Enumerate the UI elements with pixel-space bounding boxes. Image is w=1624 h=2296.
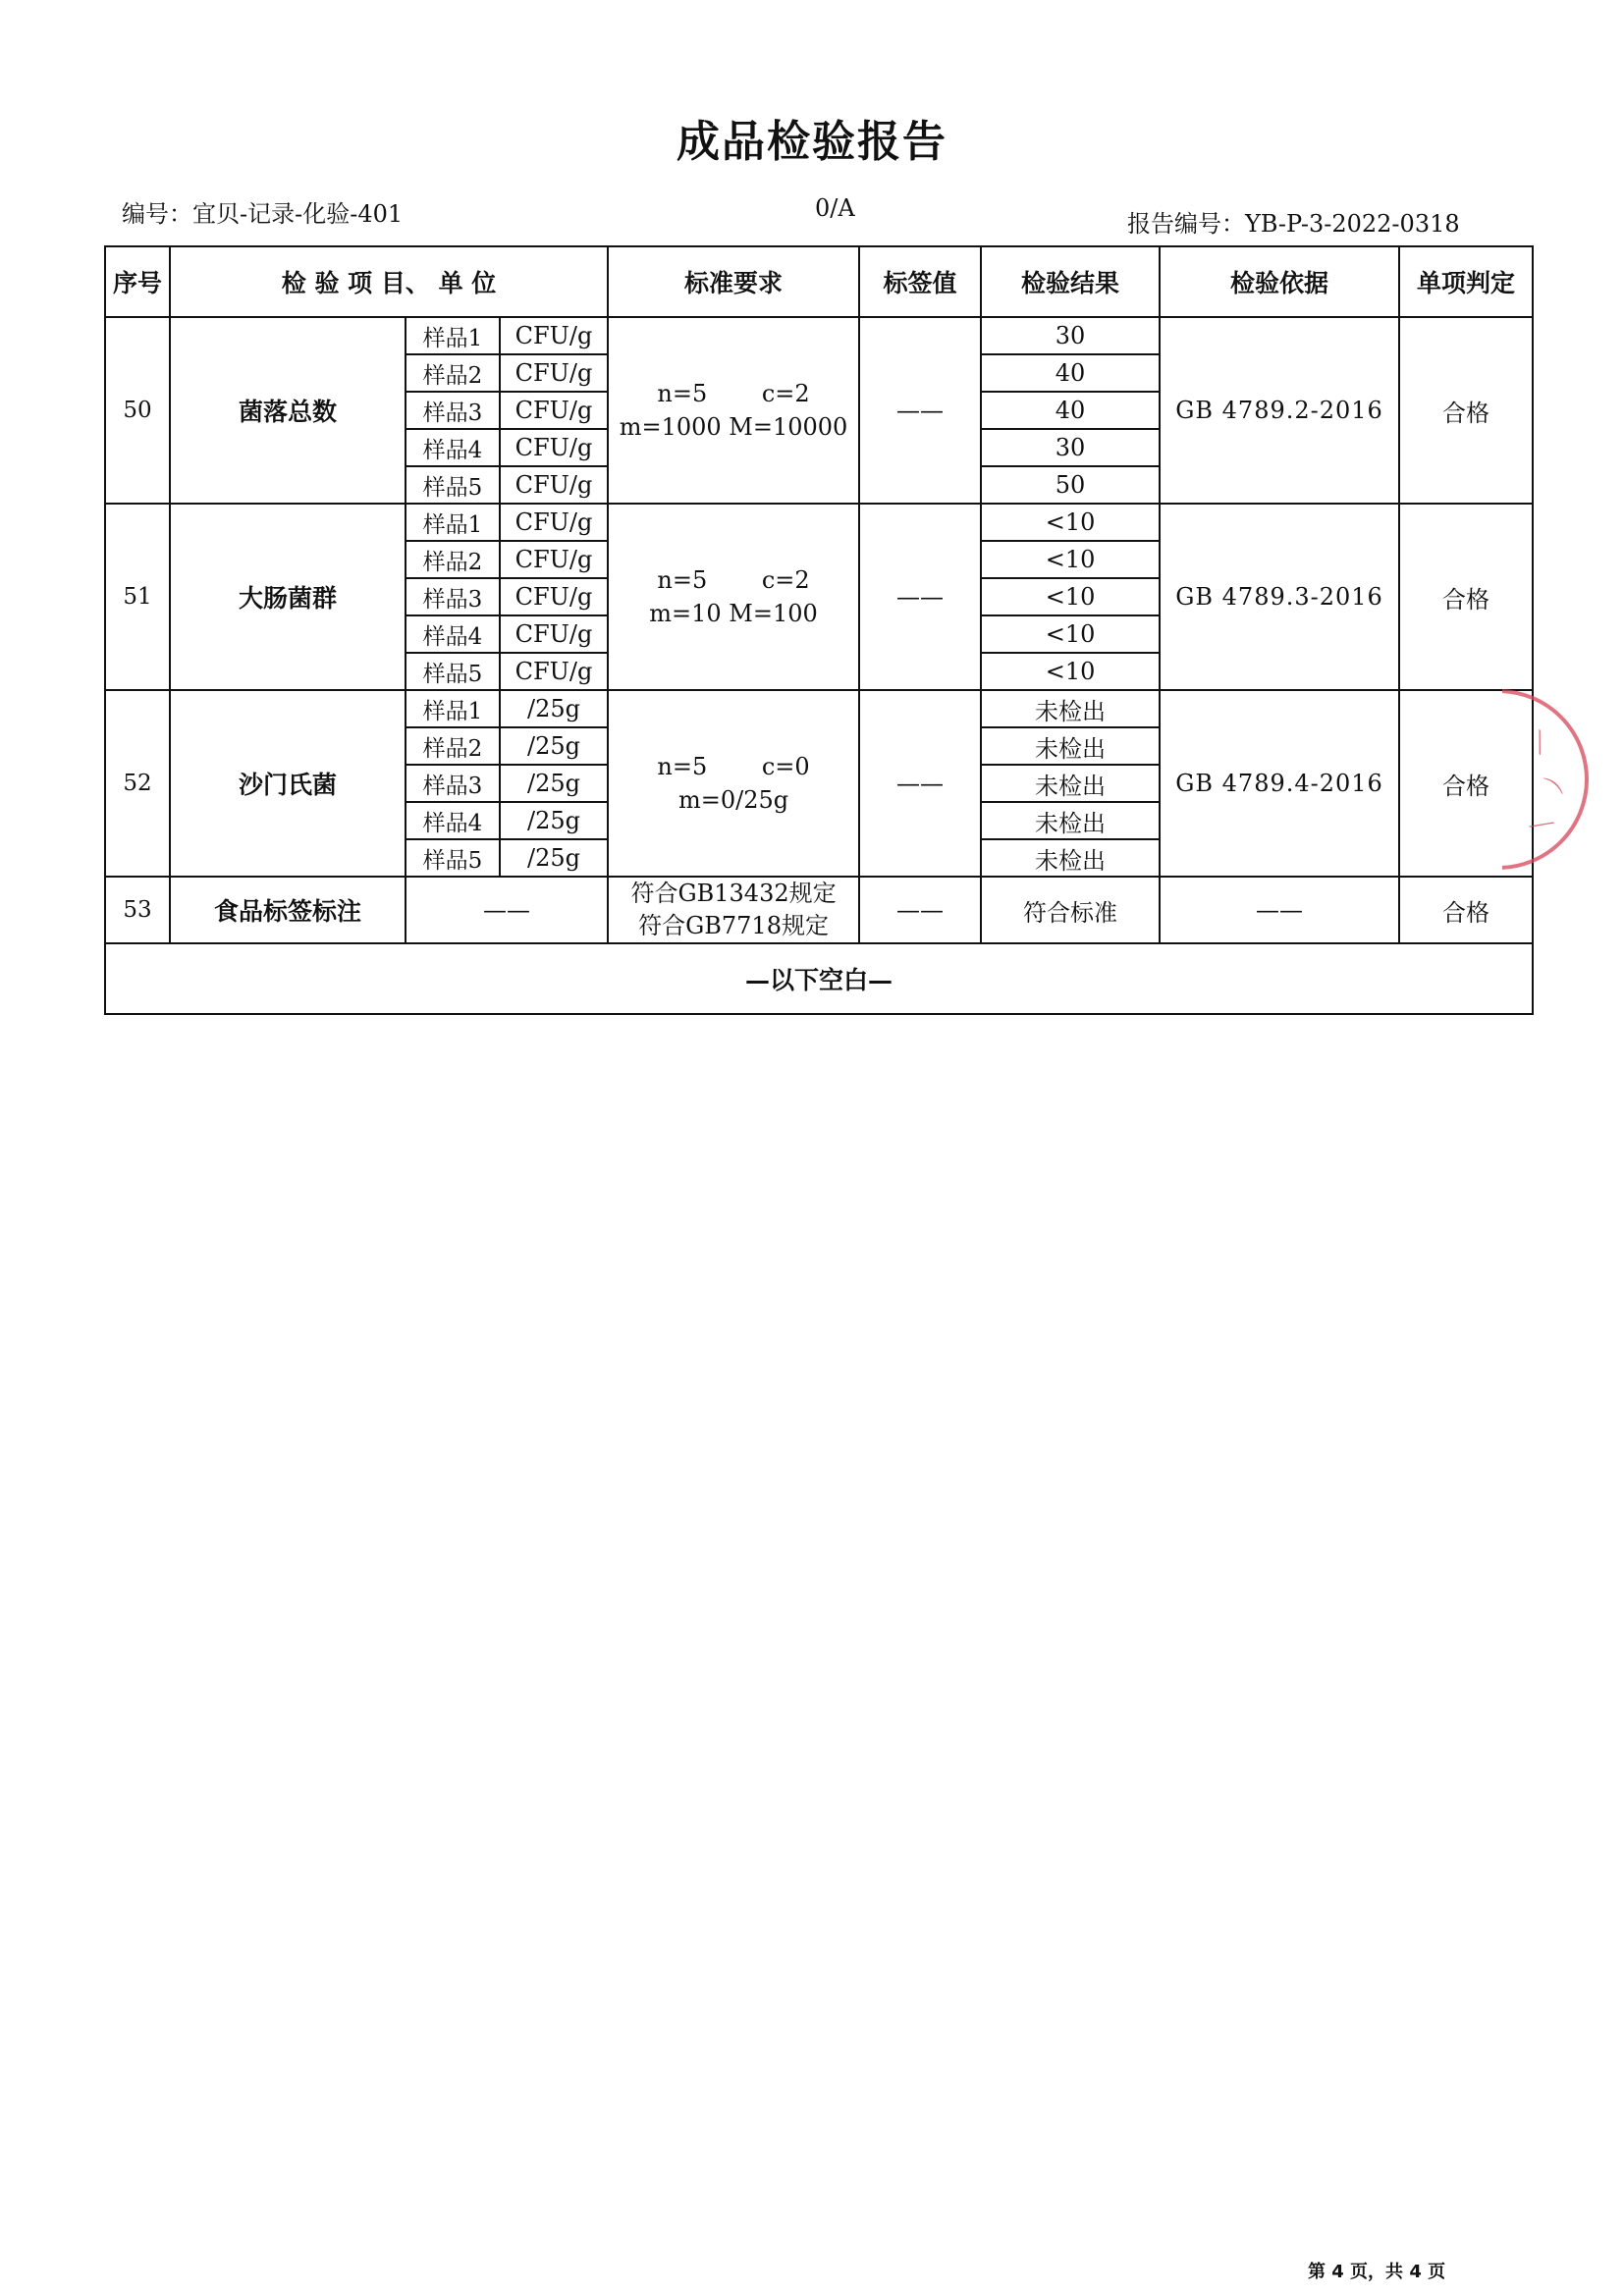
- sample-label: 样品3: [406, 392, 500, 429]
- unit-cell: CFU/g: [500, 354, 608, 392]
- seal-glyph: ⟋: [1524, 808, 1558, 843]
- unit-cell: ——: [406, 877, 608, 943]
- result-cell: 未检出: [981, 839, 1160, 877]
- header-row: [105, 246, 1533, 317]
- verdict-cell: 合格: [1399, 877, 1533, 943]
- header-label-value: 标签值: [859, 246, 981, 317]
- item-name: 大肠菌群: [170, 504, 406, 690]
- sample-label: 样品2: [406, 541, 500, 578]
- sample-label: 样品4: [406, 429, 500, 466]
- unit-cell: /25g: [500, 765, 608, 802]
- header-item: 检 验 项 目、 单 位: [170, 246, 608, 317]
- unit-cell: /25g: [500, 690, 608, 727]
- unit-cell: CFU/g: [500, 615, 608, 653]
- sample-label: 样品1: [406, 504, 500, 541]
- sample-label: 样品1: [406, 317, 500, 354]
- item-name: 食品标签标注: [170, 877, 406, 943]
- report-title: 成品检验报告: [677, 117, 947, 167]
- result-cell: 30: [981, 317, 1160, 354]
- sample-label: 样品4: [406, 615, 500, 653]
- sample-label: 样品3: [406, 765, 500, 802]
- result-cell: <10: [981, 578, 1160, 615]
- seq-cell: 53: [105, 877, 170, 943]
- sample-label: 样品2: [406, 727, 500, 765]
- sample-label: 样品5: [406, 653, 500, 690]
- item-name: 菌落总数: [170, 317, 406, 504]
- result-cell: 未检出: [981, 690, 1160, 727]
- seal-glyph: ⌒: [1527, 774, 1567, 814]
- sample-label: 样品3: [406, 578, 500, 615]
- verdict-cell: 合格: [1399, 690, 1533, 877]
- unit-cell: /25g: [500, 839, 608, 877]
- table-row: [105, 690, 1533, 727]
- unit-cell: CFU/g: [500, 541, 608, 578]
- sample-label: 样品1: [406, 690, 500, 727]
- standard-line: 符合GB7718规定: [638, 912, 829, 939]
- unit-cell: CFU/g: [500, 466, 608, 504]
- label-value-cell: ——: [859, 317, 981, 504]
- unit-cell: CFU/g: [500, 653, 608, 690]
- sample-label: 样品2: [406, 354, 500, 392]
- unit-cell: CFU/g: [500, 429, 608, 466]
- header-basis: 检验依据: [1160, 246, 1399, 317]
- sample-label: 样品5: [406, 466, 500, 504]
- seal-glyph: ⟍: [1522, 725, 1556, 761]
- unit-cell: /25g: [500, 802, 608, 839]
- result-cell: 未检出: [981, 802, 1160, 839]
- page-footer: 第 4 页，共 4 页: [1308, 2262, 1446, 2282]
- test-basis: GB 4789.2-2016: [1160, 317, 1399, 504]
- result-cell: 符合标准: [981, 877, 1160, 943]
- unit-cell: CFU/g: [500, 392, 608, 429]
- unit-cell: CFU/g: [500, 578, 608, 615]
- header-verdict: 单项判定: [1399, 246, 1533, 317]
- blank-note: —以下空白—: [105, 943, 1533, 1014]
- result-cell: <10: [981, 504, 1160, 541]
- test-basis: GB 4789.4-2016: [1160, 690, 1399, 877]
- standard-line: n=5 c=2: [657, 566, 810, 594]
- label-value-cell: ——: [859, 877, 981, 943]
- test-basis: ——: [1160, 877, 1399, 943]
- seq-cell: 51: [105, 504, 170, 690]
- label-value-cell: ——: [859, 504, 981, 690]
- test-basis: GB 4789.3-2016: [1160, 504, 1399, 690]
- table-row: [105, 877, 1533, 943]
- seal-stamp: [1502, 689, 1597, 872]
- inspection-table: [104, 245, 1534, 1015]
- result-cell: 未检出: [981, 727, 1160, 765]
- result-cell: 50: [981, 466, 1160, 504]
- standard-line: m=1000 M=10000: [619, 413, 848, 441]
- result-cell: 40: [981, 354, 1160, 392]
- document-number: 编号：宜贝-记录-化验-401: [122, 200, 404, 228]
- standard-requirement: [608, 690, 859, 877]
- table-row: [105, 317, 1533, 354]
- result-cell: <10: [981, 541, 1160, 578]
- header-result: 检验结果: [981, 246, 1160, 317]
- sample-label: 样品5: [406, 839, 500, 877]
- header-seq: 序号: [105, 246, 170, 317]
- seq-cell: 50: [105, 317, 170, 504]
- standard-line: m=10 M=100: [649, 600, 818, 627]
- result-cell: 未检出: [981, 765, 1160, 802]
- standard-line: n=5 c=2: [657, 380, 810, 407]
- unit-cell: /25g: [500, 727, 608, 765]
- report-number: 报告编号：YB-P-3-2022-0318: [1127, 210, 1460, 238]
- standard-line: n=5 c=0: [657, 753, 810, 780]
- seq-cell: 52: [105, 690, 170, 877]
- unit-cell: CFU/g: [500, 317, 608, 354]
- unit-cell: CFU/g: [500, 504, 608, 541]
- result-cell: 30: [981, 429, 1160, 466]
- header-standard: 标准要求: [608, 246, 859, 317]
- label-value-cell: ——: [859, 690, 981, 877]
- version-code: 0/A: [815, 194, 855, 222]
- standard-requirement: [608, 504, 859, 690]
- table-row: [105, 504, 1533, 541]
- result-cell: <10: [981, 653, 1160, 690]
- item-name: 沙门氏菌: [170, 690, 406, 877]
- verdict-cell: 合格: [1399, 504, 1533, 690]
- standard-line: 符合GB13432规定: [630, 880, 837, 907]
- standard-requirement: [608, 317, 859, 504]
- standard-line: m=0/25g: [677, 786, 789, 814]
- verdict-cell: 合格: [1399, 317, 1533, 504]
- result-cell: <10: [981, 615, 1160, 653]
- sample-label: 样品4: [406, 802, 500, 839]
- result-cell: 40: [981, 392, 1160, 429]
- blank-row: [105, 943, 1533, 1014]
- standard-requirement: [608, 877, 859, 943]
